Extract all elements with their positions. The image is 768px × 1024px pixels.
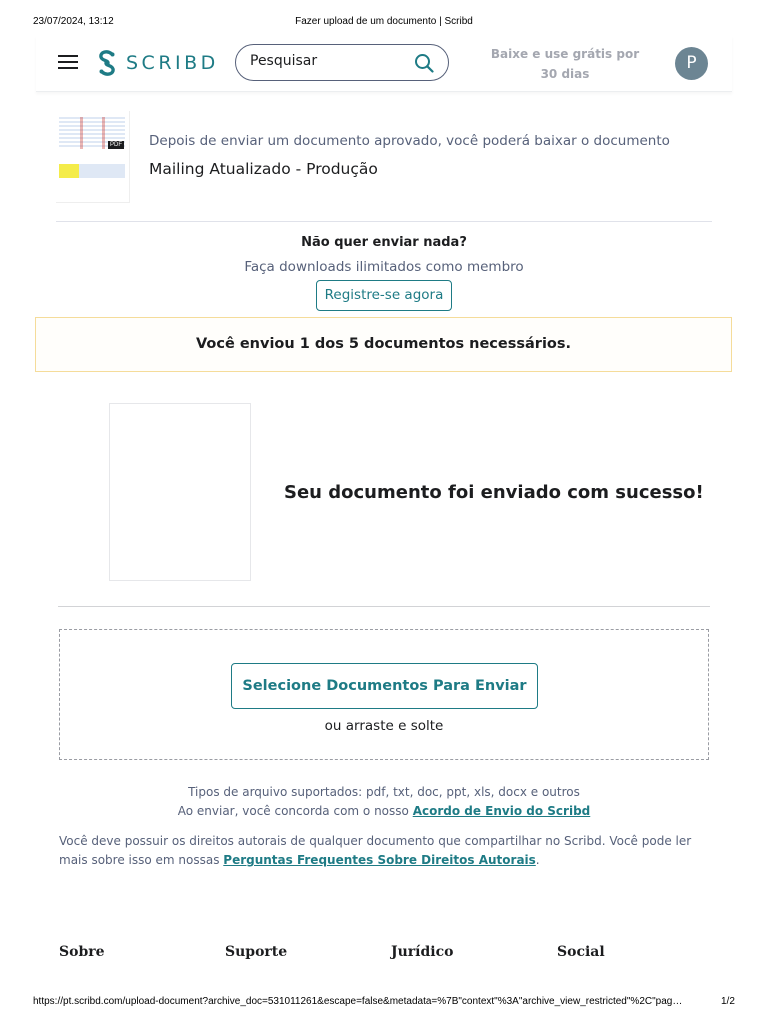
spreadsheet-preview-lower bbox=[59, 164, 125, 178]
logo-text: SCRIBD bbox=[126, 52, 219, 74]
search-box[interactable] bbox=[235, 44, 449, 81]
membership-cta bbox=[0, 234, 768, 311]
search-input[interactable] bbox=[250, 53, 400, 69]
search-icon[interactable] bbox=[414, 53, 434, 73]
copyright-suffix: . bbox=[535, 853, 540, 867]
top-navigation-bar bbox=[36, 36, 732, 92]
agreement-prefix: Ao enviar, você concorda com o nosso bbox=[177, 804, 413, 818]
user-avatar[interactable]: P bbox=[675, 47, 708, 80]
membership-question: Não quer enviar nada? bbox=[301, 235, 467, 250]
scribd-logo-icon bbox=[96, 50, 118, 76]
upload-agreement-link[interactable]: Acordo de Envio do Scribd bbox=[412, 804, 591, 818]
upload-dropzone[interactable] bbox=[59, 629, 709, 760]
footer-heading-legal: Jurídico bbox=[391, 944, 454, 960]
scribd-logo[interactable] bbox=[96, 49, 219, 77]
copyright-faq-link[interactable]: Perguntas Frequentes Sobre Direitos Autorais bbox=[223, 853, 536, 867]
print-page-title: Fazer upload de um documento | Scribd bbox=[295, 16, 473, 27]
print-datetime: 23/07/2024, 13:12 bbox=[33, 16, 114, 27]
register-button[interactable]: Registre-se agora bbox=[316, 280, 453, 311]
pending-download-document bbox=[56, 108, 712, 222]
upload-progress-notice: Você enviou 1 dos 5 documentos necessários. bbox=[35, 317, 732, 372]
copyright-notice bbox=[59, 832, 709, 870]
site-footer bbox=[59, 944, 709, 964]
document-title[interactable]: Mailing Atualizado - Produção bbox=[149, 160, 378, 178]
upload-success-message: Seu documento foi enviado com sucesso! bbox=[284, 482, 704, 503]
select-documents-button[interactable]: Selecione Documentos Para Enviar bbox=[231, 663, 538, 709]
uploaded-document-preview bbox=[109, 403, 251, 581]
agreement-line bbox=[0, 802, 768, 821]
footer-heading-social: Social bbox=[557, 944, 605, 960]
download-condition-note: Depois de enviar um documento aprovado, você poderá baixar o documento bbox=[149, 133, 670, 149]
free-trial-promo-link[interactable]: Baixe e use grátis por 30 dias bbox=[490, 47, 640, 81]
upload-success-panel bbox=[58, 403, 710, 607]
copyright-text: Você deve possuir os direitos autorais de qualquer documento que compartilhar no Scribd. Você pode ler mais sobre isso em nossas bbox=[59, 834, 692, 867]
upload-info bbox=[0, 783, 768, 821]
print-header bbox=[0, 16, 768, 30]
hamburger-menu-icon[interactable] bbox=[58, 55, 78, 69]
print-url: https://pt.scribd.com/upload-document?archive_doc=531011261&escape=false&metadata=%7B"context"%3A"archive_view_restricted"%2C"pag… bbox=[33, 996, 683, 1007]
membership-subtitle: Faça downloads ilimitados como membro bbox=[244, 259, 524, 275]
supported-file-types: Tipos de arquivo suportados: pdf, txt, doc, ppt, xls, docx e outros bbox=[188, 785, 580, 799]
pdf-badge: PDF bbox=[110, 142, 122, 148]
drag-and-drop-hint: ou arraste e solte bbox=[324, 718, 444, 734]
footer-heading-about: Sobre bbox=[59, 944, 105, 960]
footer-heading-support: Suporte bbox=[225, 944, 288, 960]
print-page-number: 1/2 bbox=[721, 996, 735, 1007]
document-thumbnail[interactable] bbox=[56, 111, 130, 203]
